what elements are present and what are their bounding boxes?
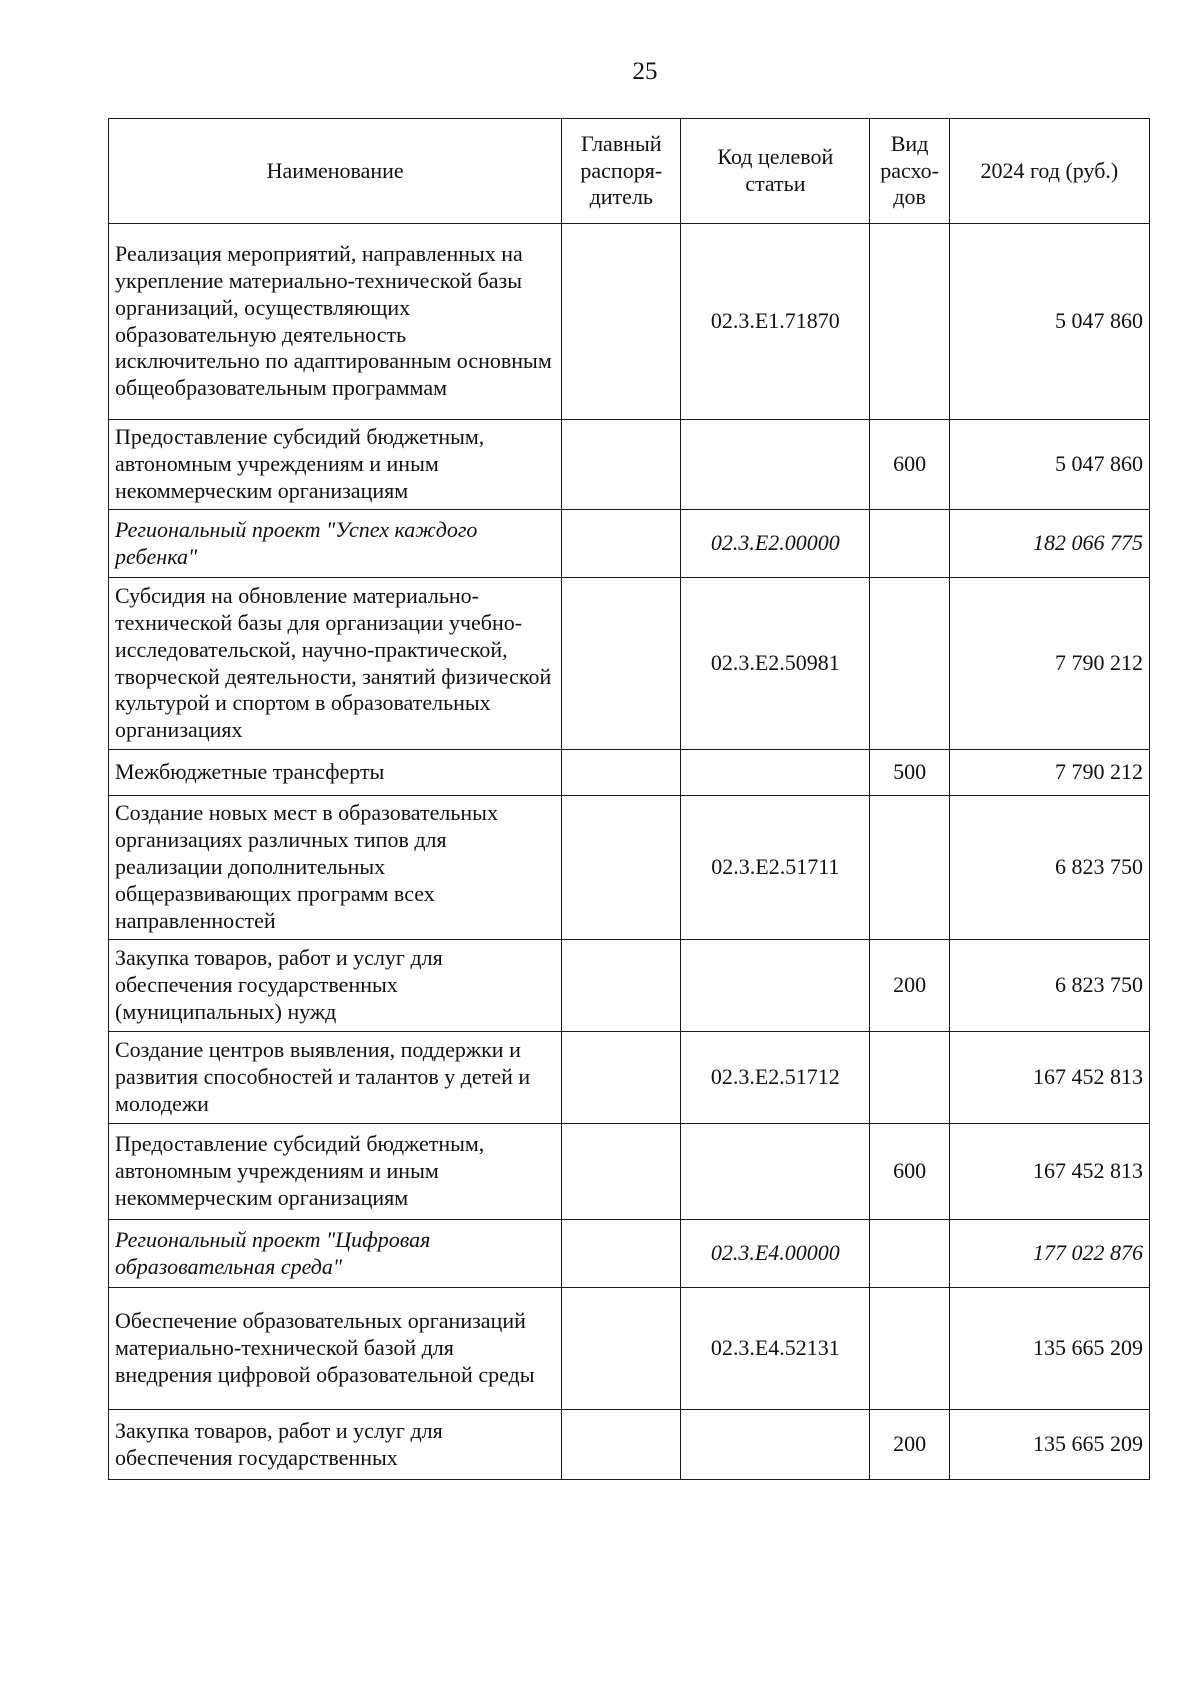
row-expense-type: 600 bbox=[870, 420, 949, 510]
row-amount: 135 665 209 bbox=[949, 1288, 1149, 1410]
row-expense-type bbox=[870, 510, 949, 578]
header-name: Наименование bbox=[109, 119, 562, 224]
row-main-manager bbox=[562, 510, 681, 578]
row-expense-type bbox=[870, 224, 949, 420]
row-name: Создание новых мест в образовательных организациях различных типов для реализации дополнительных общеразвивающих программ всех направленностей bbox=[109, 796, 562, 940]
row-main-manager bbox=[562, 1032, 681, 1124]
header-target-code: Код целевой статьи bbox=[681, 119, 870, 224]
row-expense-type bbox=[870, 1032, 949, 1124]
row-expense-type bbox=[870, 578, 949, 750]
row-amount: 6 823 750 bbox=[949, 796, 1149, 940]
row-main-manager bbox=[562, 1220, 681, 1288]
table-row bbox=[109, 1220, 1150, 1288]
row-name: Обеспечение образовательных организаций материально-технической базой для внедрения цифровой образовательной среды bbox=[109, 1288, 562, 1410]
page-number: 25 bbox=[632, 58, 658, 85]
row-target-code: 02.3.E4.00000 bbox=[681, 1220, 870, 1288]
table-header-row bbox=[109, 119, 1150, 224]
table-row bbox=[109, 940, 1150, 1032]
table-row bbox=[109, 510, 1150, 578]
row-expense-type bbox=[870, 1288, 949, 1410]
row-target-code bbox=[681, 750, 870, 796]
row-name: Предоставление субсидий бюджетным, автономным учреждениям и иным некоммерческим организациям bbox=[109, 1124, 562, 1220]
row-amount: 177 022 876 bbox=[949, 1220, 1149, 1288]
row-main-manager bbox=[562, 578, 681, 750]
row-amount: 7 790 212 bbox=[949, 578, 1149, 750]
row-amount: 167 452 813 bbox=[949, 1032, 1149, 1124]
table-row bbox=[109, 1124, 1150, 1220]
header-main-manager: Главный распоря-дитель bbox=[562, 119, 681, 224]
row-expense-type bbox=[870, 1220, 949, 1288]
row-expense-type bbox=[870, 796, 949, 940]
row-amount: 7 790 212 bbox=[949, 750, 1149, 796]
budget-table bbox=[108, 118, 1150, 1480]
row-target-code: 02.3.E2.51712 bbox=[681, 1032, 870, 1124]
row-target-code bbox=[681, 940, 870, 1032]
row-target-code bbox=[681, 1410, 870, 1480]
row-amount: 167 452 813 bbox=[949, 1124, 1149, 1220]
table-row bbox=[109, 796, 1150, 940]
row-expense-type: 600 bbox=[870, 1124, 949, 1220]
row-target-code: 02.3.E1.71870 bbox=[681, 224, 870, 420]
row-name: Межбюджетные трансферты bbox=[109, 750, 562, 796]
row-main-manager bbox=[562, 420, 681, 510]
row-name: Реализация мероприятий, направленных на укрепление материально-технической базы организаций, осуществляющих образовательную деятельность исключительно по адаптированным основным общеобразовательным программам bbox=[109, 224, 562, 420]
row-amount: 5 047 860 bbox=[949, 224, 1149, 420]
row-main-manager bbox=[562, 940, 681, 1032]
row-amount: 6 823 750 bbox=[949, 940, 1149, 1032]
row-expense-type: 500 bbox=[870, 750, 949, 796]
row-target-code: 02.3.E4.52131 bbox=[681, 1288, 870, 1410]
table-row bbox=[109, 1410, 1150, 1480]
table-row bbox=[109, 224, 1150, 420]
row-amount: 135 665 209 bbox=[949, 1410, 1149, 1480]
row-name: Субсидия на обновление материально-технической базы для организации учебно-исследовательской, научно-практической, творческой деятельности, занятий физической культурой и спортом в образовательных организациях bbox=[109, 578, 562, 750]
table-row bbox=[109, 750, 1150, 796]
row-target-code bbox=[681, 420, 870, 510]
row-target-code: 02.3.E2.50981 bbox=[681, 578, 870, 750]
row-target-code: 02.3.E2.51711 bbox=[681, 796, 870, 940]
row-main-manager bbox=[562, 224, 681, 420]
row-target-code bbox=[681, 1124, 870, 1220]
row-target-code: 02.3.E2.00000 bbox=[681, 510, 870, 578]
row-main-manager bbox=[562, 750, 681, 796]
table-row bbox=[109, 578, 1150, 750]
row-name: Региональный проект "Цифровая образовательная среда" bbox=[109, 1220, 562, 1288]
row-main-manager bbox=[562, 1410, 681, 1480]
table-row bbox=[109, 1288, 1150, 1410]
row-expense-type: 200 bbox=[870, 1410, 949, 1480]
header-year-2024: 2024 год (руб.) bbox=[949, 119, 1149, 224]
row-name: Закупка товаров, работ и услуг для обеспечения государственных bbox=[109, 1410, 562, 1480]
row-amount: 182 066 775 bbox=[949, 510, 1149, 578]
row-name: Создание центров выявления, поддержки и развития способностей и талантов у детей и молодежи bbox=[109, 1032, 562, 1124]
row-name: Региональный проект "Успех каждого ребенка" bbox=[109, 510, 562, 578]
row-expense-type: 200 bbox=[870, 940, 949, 1032]
row-amount: 5 047 860 bbox=[949, 420, 1149, 510]
table-row bbox=[109, 1032, 1150, 1124]
row-main-manager bbox=[562, 1124, 681, 1220]
header-expense-type: Вид расхо-дов bbox=[870, 119, 949, 224]
row-name: Предоставление субсидий бюджетным, автономным учреждениям и иным некоммерческим организациям bbox=[109, 420, 562, 510]
table-row bbox=[109, 420, 1150, 510]
row-name: Закупка товаров, работ и услуг для обеспечения государственных (муниципальных) нужд bbox=[109, 940, 562, 1032]
row-main-manager bbox=[562, 1288, 681, 1410]
row-main-manager bbox=[562, 796, 681, 940]
